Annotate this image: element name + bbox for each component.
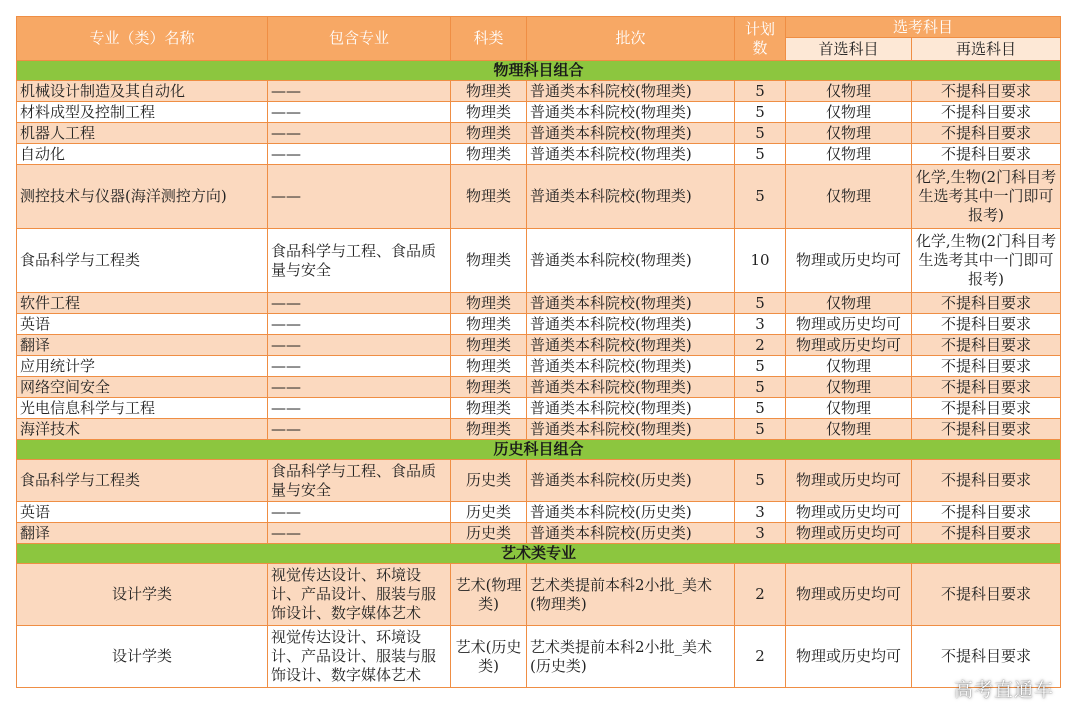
cell-included: —— — [268, 314, 451, 335]
cell-first-subject: 物理或历史均可 — [786, 564, 912, 626]
table-row — [17, 102, 1061, 123]
cell-batch: 普通类本科院校(物理类) — [527, 314, 735, 335]
cell-major-name: 设计学类 — [17, 564, 268, 626]
cell-included: 视觉传达设计、环境设计、产品设计、服装与服饰设计、数字媒体艺术 — [268, 626, 451, 688]
cell-first-subject: 物理或历史均可 — [786, 523, 912, 544]
table-row — [17, 123, 1061, 144]
cell-first-subject: 物理或历史均可 — [786, 314, 912, 335]
cell-plan: 5 — [735, 165, 786, 229]
cell-second-subject: 不提科目要求 — [912, 377, 1061, 398]
cell-category: 物理类 — [451, 314, 527, 335]
cell-plan: 5 — [735, 293, 786, 314]
table-row — [17, 81, 1061, 102]
cell-batch: 普通类本科院校(历史类) — [527, 502, 735, 523]
cell-second-subject: 不提科目要求 — [912, 523, 1061, 544]
cell-plan: 3 — [735, 314, 786, 335]
cell-included: —— — [268, 165, 451, 229]
cell-second-subject: 化学,生物(2门科目考生选考其中一门即可报考) — [912, 229, 1061, 293]
cell-included: 食品科学与工程、食品质量与安全 — [268, 460, 451, 502]
cell-category: 历史类 — [451, 460, 527, 502]
section-title: 艺术类专业 — [17, 544, 1061, 564]
cell-included: 食品科学与工程、食品质量与安全 — [268, 229, 451, 293]
table-row — [17, 144, 1061, 165]
cell-included: —— — [268, 398, 451, 419]
cell-plan: 5 — [735, 102, 786, 123]
cell-batch: 普通类本科院校(物理类) — [527, 419, 735, 440]
cell-category: 物理类 — [451, 123, 527, 144]
cell-second-subject: 化学,生物(2门科目考生选考其中一门即可报考) — [912, 165, 1061, 229]
cell-second-subject: 不提科目要求 — [912, 144, 1061, 165]
cell-first-subject: 仅物理 — [786, 81, 912, 102]
cell-major-name: 英语 — [17, 502, 268, 523]
table-header — [17, 17, 1061, 61]
cell-second-subject: 不提科目要求 — [912, 502, 1061, 523]
header-second-subject: 再选科目 — [912, 38, 1061, 61]
cell-first-subject: 仅物理 — [786, 123, 912, 144]
table-row — [17, 523, 1061, 544]
cell-included: —— — [268, 419, 451, 440]
cell-category: 物理类 — [451, 377, 527, 398]
cell-major-name: 英语 — [17, 314, 268, 335]
cell-plan: 10 — [735, 229, 786, 293]
cell-second-subject: 不提科目要求 — [912, 460, 1061, 502]
cell-category: 物理类 — [451, 356, 527, 377]
table-row — [17, 165, 1061, 229]
cell-major-name: 网络空间安全 — [17, 377, 268, 398]
table-row — [17, 502, 1061, 523]
cell-major-name: 食品科学与工程类 — [17, 460, 268, 502]
cell-second-subject: 不提科目要求 — [912, 81, 1061, 102]
cell-first-subject: 物理或历史均可 — [786, 460, 912, 502]
header-included: 包含专业 — [268, 17, 451, 61]
cell-batch: 普通类本科院校(物理类) — [527, 102, 735, 123]
cell-category: 物理类 — [451, 81, 527, 102]
cell-plan: 5 — [735, 81, 786, 102]
section-title: 历史科目组合 — [17, 440, 1061, 460]
cell-category: 艺术(历史类) — [451, 626, 527, 688]
cell-major-name: 软件工程 — [17, 293, 268, 314]
cell-second-subject: 不提科目要求 — [912, 293, 1061, 314]
table-row — [17, 564, 1061, 626]
table-row — [17, 377, 1061, 398]
cell-second-subject: 不提科目要求 — [912, 123, 1061, 144]
table-row — [17, 356, 1061, 377]
cell-included: —— — [268, 123, 451, 144]
cell-plan: 5 — [735, 398, 786, 419]
cell-plan: 5 — [735, 356, 786, 377]
section-title: 物理科目组合 — [17, 61, 1061, 81]
cell-plan: 5 — [735, 419, 786, 440]
cell-category: 物理类 — [451, 398, 527, 419]
cell-category: 物理类 — [451, 229, 527, 293]
cell-included: —— — [268, 144, 451, 165]
cell-included: —— — [268, 356, 451, 377]
section-header — [17, 61, 1061, 81]
cell-category: 艺术(物理类) — [451, 564, 527, 626]
cell-second-subject: 不提科目要求 — [912, 419, 1061, 440]
cell-first-subject: 物理或历史均可 — [786, 626, 912, 688]
cell-first-subject: 物理或历史均可 — [786, 502, 912, 523]
table-row — [17, 335, 1061, 356]
table-row — [17, 419, 1061, 440]
cell-first-subject: 仅物理 — [786, 293, 912, 314]
cell-included: —— — [268, 502, 451, 523]
cell-plan: 5 — [735, 144, 786, 165]
cell-second-subject: 不提科目要求 — [912, 564, 1061, 626]
cell-first-subject: 仅物理 — [786, 377, 912, 398]
cell-batch: 普通类本科院校(物理类) — [527, 81, 735, 102]
cell-batch: 普通类本科院校(物理类) — [527, 144, 735, 165]
cell-major-name: 机器人工程 — [17, 123, 268, 144]
header-category: 科类 — [451, 17, 527, 61]
cell-batch: 普通类本科院校(历史类) — [527, 523, 735, 544]
cell-plan: 3 — [735, 502, 786, 523]
cell-category: 物理类 — [451, 144, 527, 165]
cell-category: 历史类 — [451, 502, 527, 523]
table-row — [17, 626, 1061, 688]
cell-batch: 普通类本科院校(历史类) — [527, 460, 735, 502]
cell-category: 历史类 — [451, 523, 527, 544]
cell-plan: 2 — [735, 564, 786, 626]
cell-plan: 5 — [735, 377, 786, 398]
cell-major-name: 材料成型及控制工程 — [17, 102, 268, 123]
cell-included: —— — [268, 293, 451, 314]
cell-second-subject: 不提科目要求 — [912, 356, 1061, 377]
cell-category: 物理类 — [451, 335, 527, 356]
cell-batch: 普通类本科院校(物理类) — [527, 356, 735, 377]
header-plan: 计划数 — [735, 17, 786, 61]
cell-first-subject: 物理或历史均可 — [786, 229, 912, 293]
cell-major-name: 光电信息科学与工程 — [17, 398, 268, 419]
cell-first-subject: 仅物理 — [786, 102, 912, 123]
cell-major-name: 应用统计学 — [17, 356, 268, 377]
section-header — [17, 440, 1061, 460]
cell-batch: 普通类本科院校(物理类) — [527, 165, 735, 229]
header-batch: 批次 — [527, 17, 735, 61]
cell-batch: 普通类本科院校(物理类) — [527, 335, 735, 356]
cell-batch: 普通类本科院校(物理类) — [527, 377, 735, 398]
cell-category: 物理类 — [451, 293, 527, 314]
header-first-subject: 首选科目 — [786, 38, 912, 61]
cell-batch: 艺术类提前本科2小批_美术(物理类) — [527, 564, 735, 626]
table-row — [17, 398, 1061, 419]
cell-plan: 2 — [735, 626, 786, 688]
cell-major-name: 自动化 — [17, 144, 268, 165]
cell-plan: 3 — [735, 523, 786, 544]
cell-second-subject: 不提科目要求 — [912, 626, 1061, 688]
cell-batch: 普通类本科院校(物理类) — [527, 229, 735, 293]
header-major-name: 专业（类）名称 — [17, 17, 268, 61]
cell-major-name: 食品科学与工程类 — [17, 229, 268, 293]
cell-major-name: 翻译 — [17, 335, 268, 356]
cell-included: —— — [268, 523, 451, 544]
cell-included: —— — [268, 102, 451, 123]
cell-batch: 普通类本科院校(物理类) — [527, 293, 735, 314]
cell-second-subject: 不提科目要求 — [912, 335, 1061, 356]
cell-second-subject: 不提科目要求 — [912, 314, 1061, 335]
cell-first-subject: 仅物理 — [786, 165, 912, 229]
cell-category: 物理类 — [451, 165, 527, 229]
cell-major-name: 翻译 — [17, 523, 268, 544]
cell-first-subject: 物理或历史均可 — [786, 335, 912, 356]
cell-first-subject: 仅物理 — [786, 144, 912, 165]
cell-plan: 5 — [735, 123, 786, 144]
watermark: 高考直通车 — [953, 679, 1054, 701]
cell-included: —— — [268, 335, 451, 356]
cell-second-subject: 不提科目要求 — [912, 398, 1061, 419]
cell-major-name: 设计学类 — [17, 626, 268, 688]
cell-major-name: 海洋技术 — [17, 419, 268, 440]
table-row — [17, 314, 1061, 335]
table-row — [17, 460, 1061, 502]
cell-batch: 普通类本科院校(物理类) — [527, 123, 735, 144]
cell-major-name: 测控技术与仪器(海洋测控方向) — [17, 165, 268, 229]
table-body — [17, 61, 1061, 688]
cell-category: 物理类 — [451, 102, 527, 123]
cell-category: 物理类 — [451, 419, 527, 440]
cell-first-subject: 仅物理 — [786, 356, 912, 377]
cell-plan: 2 — [735, 335, 786, 356]
section-header — [17, 544, 1061, 564]
table-row — [17, 293, 1061, 314]
cell-major-name: 机械设计制造及其自动化 — [17, 81, 268, 102]
cell-batch: 普通类本科院校(物理类) — [527, 398, 735, 419]
cell-included: —— — [268, 377, 451, 398]
table-row — [17, 229, 1061, 293]
cell-included: —— — [268, 81, 451, 102]
admission-plan-table — [16, 16, 1061, 688]
cell-batch: 艺术类提前本科2小批_美术(历史类) — [527, 626, 735, 688]
cell-included: 视觉传达设计、环境设计、产品设计、服装与服饰设计、数字媒体艺术 — [268, 564, 451, 626]
cell-plan: 5 — [735, 460, 786, 502]
cell-second-subject: 不提科目要求 — [912, 102, 1061, 123]
cell-first-subject: 仅物理 — [786, 398, 912, 419]
cell-first-subject: 仅物理 — [786, 419, 912, 440]
header-subjects-group: 选考科目 — [786, 17, 1061, 38]
